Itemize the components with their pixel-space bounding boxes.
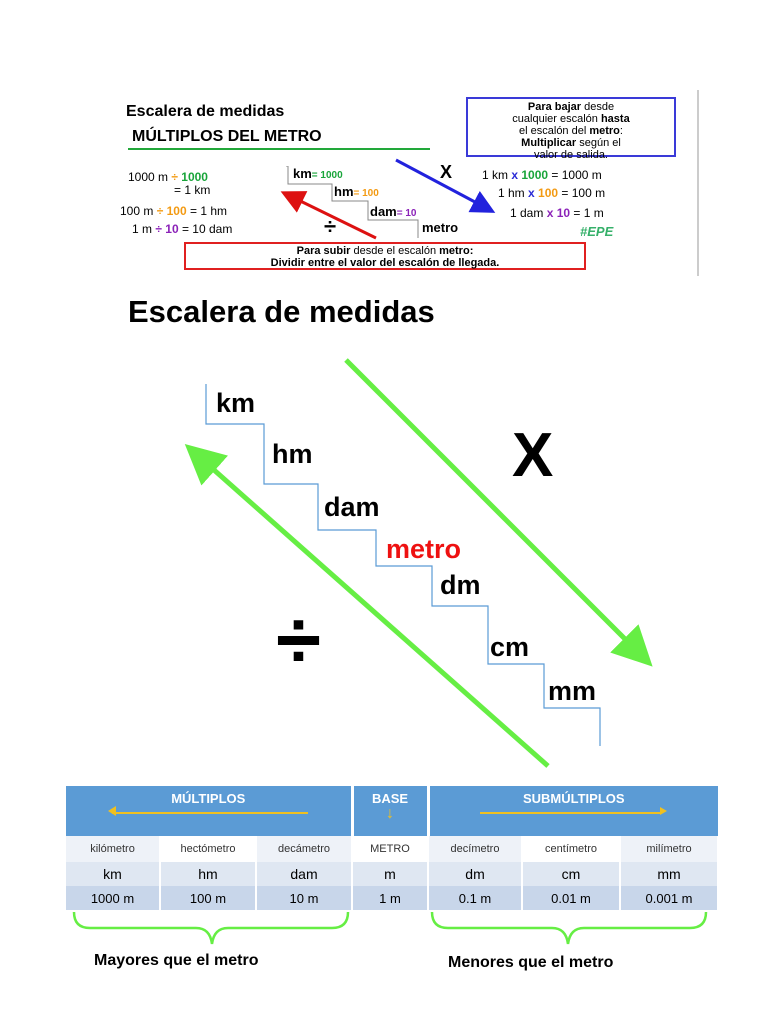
- step-hm: hm: [272, 439, 313, 469]
- summary-divide-symbol: ÷: [324, 214, 337, 239]
- summary-multiply-symbol: X: [440, 162, 453, 182]
- step-cm: cm: [490, 632, 530, 662]
- summary-subtitle: MÚLTIPLOS DEL METRO: [132, 128, 322, 145]
- label-greater-than-meter: Mayores que el metro: [94, 952, 259, 969]
- table-row-symbols: km hm dam m dm cm mm: [66, 862, 718, 886]
- left-op-2: 100 m ÷ 100 = 1 hm: [120, 204, 227, 218]
- mini-step-km: km= 1000: [293, 166, 343, 181]
- step-dam: dam: [324, 492, 380, 522]
- mini-step-hm: hm= 100: [334, 184, 379, 199]
- subir-instruction-box: Para subir desde el escalón metro: Dividir entre el valor del escalón de llegada.: [184, 242, 586, 270]
- hashtag-label: #EPE: [580, 224, 614, 239]
- step-metro: metro: [386, 534, 462, 564]
- step-dm: dm: [440, 570, 481, 600]
- right-op-2: 1 hm x 100 = 100 m: [498, 186, 606, 200]
- bajar-instruction-box: Para bajar desde cualquier escalón hasta el escalón del metro: Multiplicar según el valor de salida.: [466, 97, 676, 157]
- multiply-symbol: X: [512, 421, 554, 490]
- left-op-3: 1 m ÷ 10 = 10 dam: [132, 222, 233, 236]
- right-op-1: 1 km x 1000 = 1000 m: [482, 168, 602, 182]
- header-base: BASE ↓: [352, 786, 428, 836]
- table-row-values: 1000 m 100 m 10 m 1 m 0.1 m 0.01 m 0.001 m: [66, 886, 718, 910]
- staircase-title: Escalera de medidas: [128, 294, 435, 329]
- step-km: km: [216, 388, 256, 418]
- group-braces: [0, 900, 768, 960]
- summary-title: Escalera de medidas: [126, 103, 285, 120]
- arrow-down-multiply: [346, 360, 642, 656]
- header-submultiples: SUBMÚLTIPLOS: [428, 786, 718, 836]
- left-op-1-result: = 1 km: [174, 183, 211, 197]
- mini-step-metro: metro: [422, 220, 459, 235]
- left-op-1: 1000 m ÷ 1000: [128, 170, 208, 184]
- mini-step-dam: dam= 10: [370, 204, 417, 219]
- units-table: [66, 786, 719, 910]
- right-brace: [432, 912, 706, 944]
- table-row-names: kilómetro hectómetro decámetro METRO decímetro centímetro milímetro: [66, 836, 718, 862]
- header-multiples: MÚLTIPLOS: [66, 786, 352, 836]
- divide-symbol: ÷: [276, 595, 322, 686]
- left-brace: [74, 912, 348, 944]
- step-mm: mm: [548, 676, 597, 706]
- right-op-3: 1 dam x 10 = 1 m: [510, 206, 604, 220]
- base-down-arrow: ↓: [386, 805, 395, 822]
- label-less-than-meter: Menores que el metro: [448, 954, 614, 971]
